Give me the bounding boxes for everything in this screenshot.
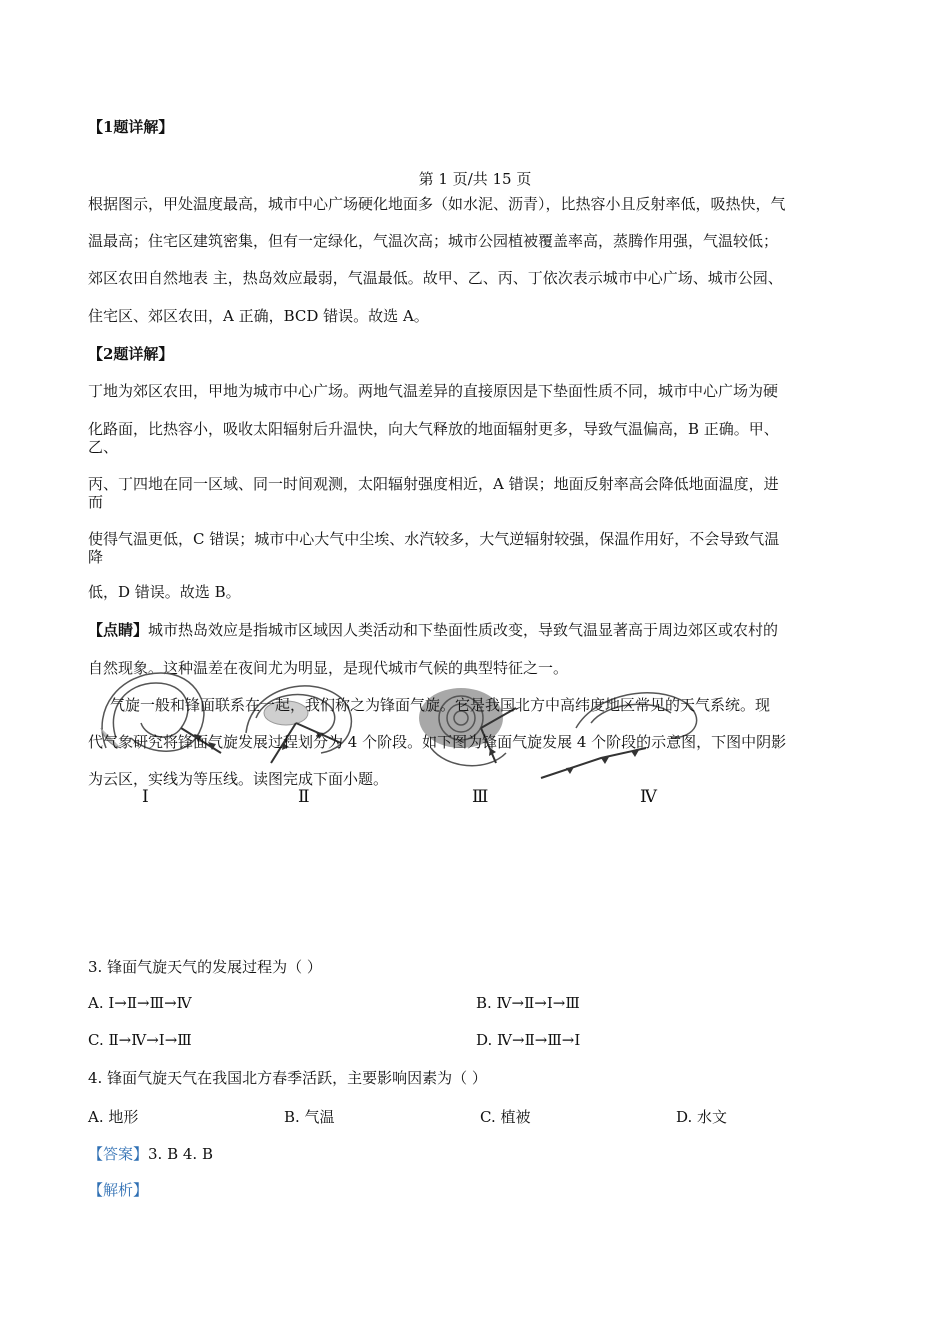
q1-line-3: 郊区农田自然地表 主，热岛效应最弱，气温最低。故甲、乙、丙、丁依次表示城市中心广场、城市公园、 bbox=[88, 269, 783, 287]
question-3-option-a[interactable]: A. Ⅰ→Ⅱ→Ⅲ→Ⅳ bbox=[88, 994, 192, 1012]
q2-heading: 【2题详解】 bbox=[88, 345, 174, 363]
answer-label: 【答案】 bbox=[88, 1145, 149, 1163]
question-4-option-d[interactable]: D. 水文 bbox=[676, 1108, 728, 1126]
comment-line-2: 自然现象。这种温差在夜间尤为明显，是现代城市气候的典型特征之一。 bbox=[88, 659, 569, 677]
q2-line-3: 乙、 bbox=[88, 438, 119, 456]
page-marker: 第 1 页/共 15 页 bbox=[418, 170, 532, 188]
q2-line-2: 化路面，比热容小，吸收太阳辐射后升温快，向大气释放的地面辐射更多，导致气温偏高，B 正确。甲、 bbox=[88, 420, 779, 438]
stage-label-2: Ⅱ bbox=[298, 787, 310, 807]
comment-label: 【点睛】 bbox=[88, 621, 149, 639]
q1-line-2: 温最高；住宅区建筑密集，但有一定绿化，气温次高；城市公园植被覆盖率高，蒸腾作用强，气温较低； bbox=[88, 232, 779, 250]
question-4-option-a[interactable]: A. 地形 bbox=[88, 1108, 139, 1126]
stage-label-4: Ⅳ bbox=[640, 787, 657, 807]
q1-line-4: 住宅区、郊区农田，A 正确，BCD 错误。故选 A。 bbox=[88, 307, 429, 325]
intro-line-2: 代气象研究将锋面气旋发展过程划分为 4 个阶段。如下图为锋面气旋发展 4 个阶段的示意图，下图中阴影 bbox=[88, 733, 787, 751]
q2-line-8: 低，D 错误。故选 B。 bbox=[88, 583, 241, 601]
question-3-option-d[interactable]: D. Ⅳ→Ⅱ→Ⅲ→Ⅰ bbox=[476, 1031, 581, 1049]
question-3-option-c[interactable]: C. Ⅱ→Ⅳ→Ⅰ→Ⅲ bbox=[88, 1031, 192, 1049]
comment-text-1: 城市热岛效应是指城市区域因人类活动和下垫面性质改变，导致气温显著高于周边郊区或农村的 bbox=[148, 621, 779, 639]
q2-line-6: 使得气温更低，C 错误；城市中心大气中尘埃、水汽较多，大气逆辐射较强，保温作用好，不会导致气温 bbox=[88, 530, 780, 548]
question-4-stem: 4. 锋面气旋天气在我国北方春季活跃，主要影响因素为（ ） bbox=[88, 1069, 487, 1087]
stage-label-1: Ⅰ bbox=[142, 787, 149, 807]
q1-heading: 【1题详解】 bbox=[88, 118, 174, 136]
answer-line bbox=[88, 1144, 213, 1164]
analysis-label: 【解析】 bbox=[88, 1181, 149, 1199]
q2-line-4: 丙、丁四地在同一区域、同一时间观测，太阳辐射强度相近，A 错误；地面反射率高会降低地面温度，进 bbox=[88, 475, 779, 493]
question-4-option-c[interactable]: C. 植被 bbox=[480, 1108, 531, 1126]
question-3-option-b[interactable]: B. Ⅳ→Ⅱ→Ⅰ→Ⅲ bbox=[476, 994, 580, 1012]
intro-line-1: 气旋一般和锋面联系在一起，我们称之为锋面气旋。它是我国北方中高纬度地区常见的天气系统。现 bbox=[110, 696, 771, 714]
q1-line-1: 根据图示，甲处温度最高，城市中心广场硬化地面多（如水泥、沥青），比热容小且反射率低，吸热快，气 bbox=[88, 195, 786, 213]
intro-line-3: 为云区，实线为等压线。读图完成下面小题。 bbox=[88, 770, 389, 788]
q2-line-5: 而 bbox=[88, 493, 104, 511]
q2-line-1: 丁地为郊区农田，甲地为城市中心广场。两地气温差异的直接原因是下垫面性质不同，城市中心广场为硬 bbox=[88, 382, 779, 400]
q2-line-7: 降 bbox=[88, 548, 104, 566]
question-4-option-b[interactable]: B. 气温 bbox=[284, 1108, 335, 1126]
question-3-stem: 3. 锋面气旋天气的发展过程为（ ） bbox=[88, 958, 322, 976]
answer-text: 3. B 4. B bbox=[148, 1145, 213, 1163]
stage-label-3: Ⅲ bbox=[472, 787, 489, 807]
comment-line-1 bbox=[88, 620, 778, 640]
